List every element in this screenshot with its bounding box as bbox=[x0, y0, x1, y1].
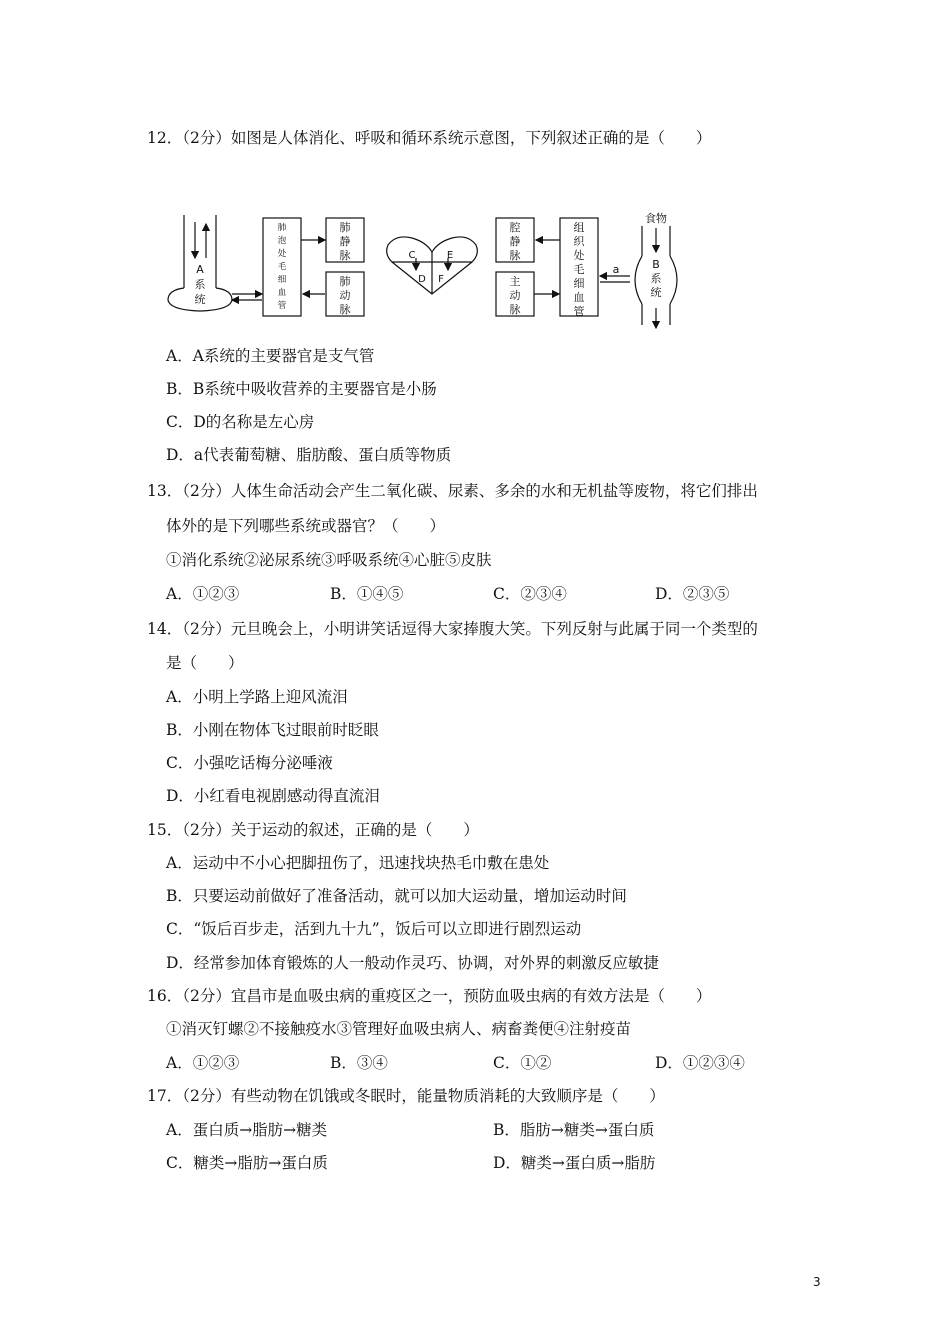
tissue-capillary-char-2: 织 bbox=[573, 235, 585, 248]
q12-option-a: A．A系统的主要器官是支气管 bbox=[166, 347, 375, 365]
q13-stem-line-2: 体外的是下列哪些系统或器官？（ ） bbox=[166, 517, 446, 535]
q14-option-b: B．小刚在物体飞过眼前时眨眼 bbox=[166, 721, 379, 739]
q13-items: ①消化系统②泌尿系统③呼吸系统④心脏⑤皮肤 bbox=[166, 551, 492, 569]
q17-option-b: B．脂肪→糖类→蛋白质 bbox=[493, 1121, 655, 1139]
q17-option-d: D．糖类→蛋白质→脂肪 bbox=[493, 1154, 656, 1172]
lung-capillary-char-6: 血 bbox=[277, 288, 287, 298]
q14-option-a: A．小明上学路上迎风流泪 bbox=[166, 688, 348, 706]
lung-capillary-char-4: 毛 bbox=[277, 262, 287, 272]
aorta-char-1: 主 bbox=[509, 275, 521, 288]
aorta-char-2: 动 bbox=[509, 289, 521, 302]
heart-label-d: D bbox=[418, 274, 426, 285]
q13-option-d: D．②③⑤ bbox=[655, 585, 730, 603]
page-number: 3 bbox=[813, 1275, 821, 1289]
b-system-label-3: 统 bbox=[650, 286, 662, 299]
q16-option-c: C．①② bbox=[493, 1054, 552, 1072]
vena-cava-char-1: 腔 bbox=[509, 221, 521, 234]
pulmonary-artery-char-3: 脉 bbox=[339, 303, 351, 316]
q12-option-d: D．a代表葡萄糖、脂肪酸、蛋白质等物质 bbox=[166, 446, 452, 464]
tissue-capillary-char-4: 毛 bbox=[573, 263, 585, 276]
tissue-capillary-char-1: 组 bbox=[573, 221, 585, 234]
pulmonary-vein-char-2: 静 bbox=[339, 235, 351, 248]
tissue-capillary-char-6: 血 bbox=[573, 291, 585, 304]
q17-option-a: A．蛋白质→脂肪→糖类 bbox=[166, 1121, 328, 1139]
q15-option-c: C．“饭后百步走，活到九十九”，饭后可以立即进行剧烈运动 bbox=[166, 920, 582, 938]
pulmonary-vein-char-3: 脉 bbox=[339, 249, 351, 262]
arrow-a-label: a bbox=[612, 263, 620, 276]
q12-option-c: C．D的名称是左心房 bbox=[166, 413, 315, 431]
q13-option-b: B．①④⑤ bbox=[330, 585, 404, 603]
q16-stem: 16．（2分）宜昌市是血吸虫病的重疫区之一，预防血吸虫病的有效方法是（ ） bbox=[147, 987, 712, 1005]
q16-option-d: D．①②③④ bbox=[655, 1054, 745, 1072]
tissue-capillary-char-3: 处 bbox=[573, 249, 585, 262]
lung-capillary-char-7: 管 bbox=[277, 301, 287, 311]
tissue-capillary-char-7: 管 bbox=[573, 305, 585, 318]
q17-option-c: C．糖类→脂肪→蛋白质 bbox=[166, 1154, 328, 1172]
q13-stem-line-1: 13．（2分）人体生命活动会产生二氧化碳、尿素、多余的水和无机盐等废物，将它们排出 bbox=[147, 482, 758, 500]
lung-capillary-char-5: 细 bbox=[277, 275, 287, 285]
lung-capillary-char-2: 泡 bbox=[277, 236, 287, 246]
lung-capillary-char-1: 肺 bbox=[277, 223, 287, 233]
q15-option-d: D．经常参加体育锻炼的人一般动作灵巧、协调，对外界的刺激反应敏捷 bbox=[166, 954, 659, 972]
lung-capillary-char-3: 处 bbox=[277, 249, 287, 259]
heart-label-f: F bbox=[438, 274, 444, 285]
q13-option-c: C．②③④ bbox=[493, 585, 567, 603]
q13-option-a: A．①②③ bbox=[166, 585, 240, 603]
pulmonary-artery-char-1: 肺 bbox=[339, 275, 351, 288]
q14-option-d: D．小红看电视剧感动得直流泪 bbox=[166, 787, 380, 805]
tissue-capillary-char-5: 细 bbox=[573, 277, 585, 290]
q14-option-c: C．小强吃话梅分泌唾液 bbox=[166, 754, 333, 772]
q15-option-a: A．运动中不小心把脚扭伤了，迅速找块热毛巾敷在患处 bbox=[166, 854, 550, 872]
q15-option-b: B．只要运动前做好了准备活动，就可以加大运动量，增加运动时间 bbox=[166, 887, 627, 905]
a-system-label-1: A bbox=[196, 263, 204, 276]
vena-cava-char-3: 脉 bbox=[509, 249, 521, 262]
q16-option-a: A．①②③ bbox=[166, 1054, 240, 1072]
pulmonary-vein-char-1: 肺 bbox=[339, 221, 351, 234]
pulmonary-artery-char-2: 动 bbox=[339, 289, 351, 302]
b-system-label-2: 系 bbox=[650, 272, 662, 285]
q16-items: ①消灭钉螺②不接触疫水③管理好血吸虫病人、病畜粪便④注射疫苗 bbox=[166, 1020, 632, 1038]
a-system-label-2: 系 bbox=[194, 278, 206, 291]
q16-option-b: B．③④ bbox=[330, 1054, 388, 1072]
q12-stem: 12．（2分）如图是人体消化、呼吸和循环系统示意图，下列叙述正确的是（ ） bbox=[147, 129, 712, 147]
aorta-char-3: 脉 bbox=[509, 303, 521, 316]
q12-option-b: B．B系统中吸收营养的主要器官是小肠 bbox=[166, 380, 437, 398]
food-label: 食物 bbox=[645, 212, 667, 225]
heart-label-e: E bbox=[446, 250, 454, 261]
q15-stem: 15．（2分）关于运动的叙述，正确的是（ ） bbox=[147, 821, 479, 839]
heart-label-c: C bbox=[408, 250, 416, 261]
q17-stem: 17．（2分）有些动物在饥饿或冬眠时，能量物质消耗的大致顺序是（ ） bbox=[147, 1087, 665, 1105]
vena-cava-char-2: 静 bbox=[509, 235, 521, 248]
q14-stem-line-1: 14．（2分）元旦晚会上，小明讲笑话逗得大家捧腹大笑。下列反射与此属于同一个类型的 bbox=[147, 620, 758, 638]
q12-figure bbox=[160, 210, 680, 335]
q14-stem-line-2: 是（ ） bbox=[166, 654, 244, 672]
a-system-label-3: 统 bbox=[194, 293, 206, 306]
b-system-label-1: B bbox=[652, 258, 660, 271]
